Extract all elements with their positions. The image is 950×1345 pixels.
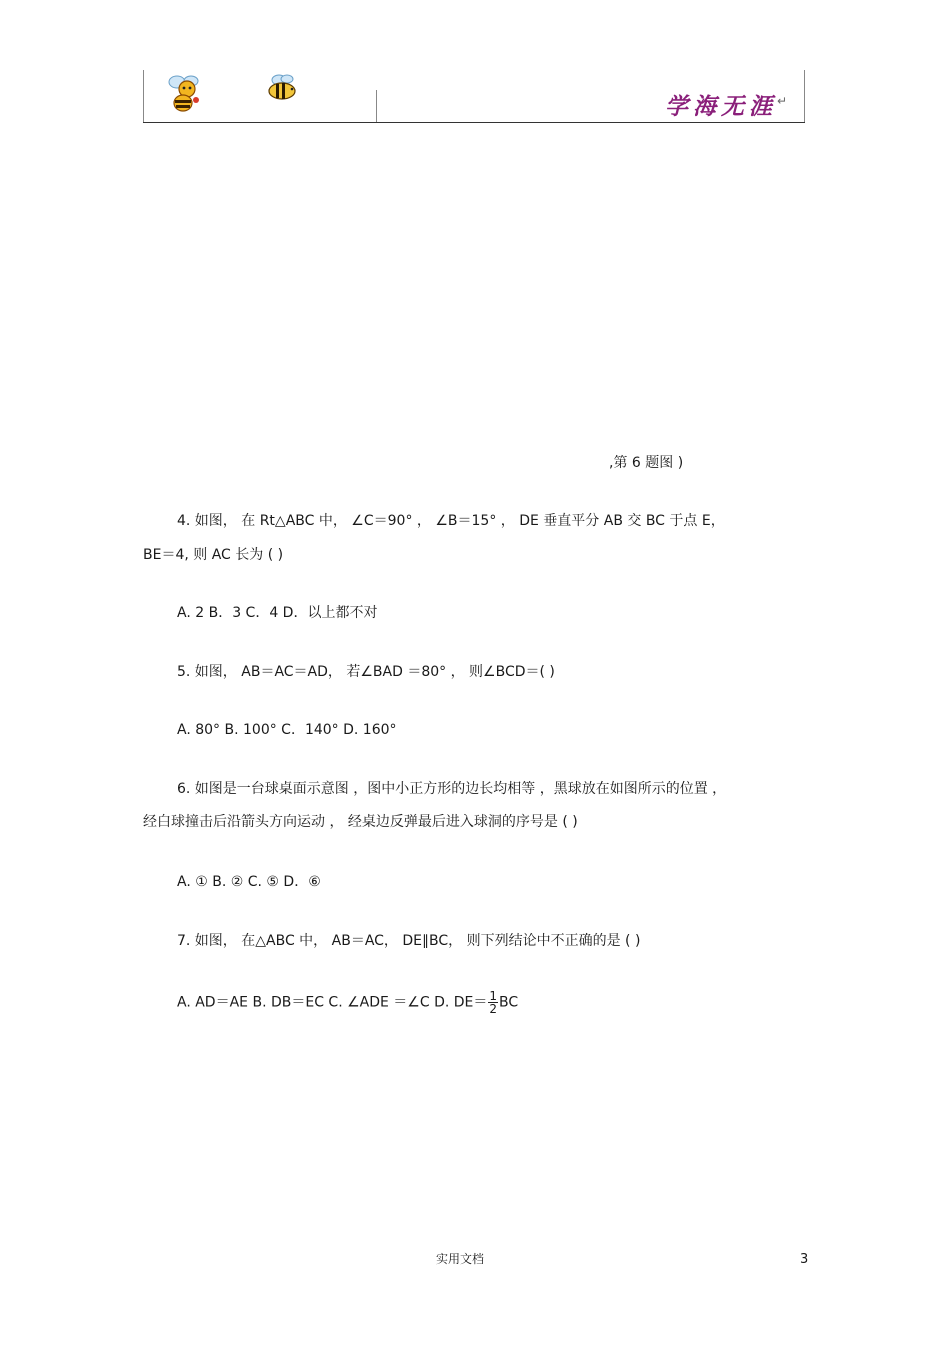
page-header	[143, 70, 805, 123]
question-4-line-2: BE＝4, 则 AC 长为 ( )	[143, 547, 284, 563]
question-5-line-1: 5. 如图， AB＝AC＝AD， 若∠BAD ＝80° ， 则∠BCD＝( )	[177, 664, 555, 680]
fraction-one-half	[488, 990, 498, 1015]
question-7-options-prefix: A. AD＝AE B. DB＝EC C. ∠ADE ＝∠C D. DE＝	[177, 994, 488, 1011]
cartoon-bee-icon	[163, 72, 207, 116]
header-divider-left	[143, 70, 144, 122]
figure-caption: ,第 6 题图 )	[609, 455, 684, 471]
question-6-line-1: 6. 如图是一台球桌面示意图 ，图中小正方形的边长均相等 ，黑球放在如图所示的位置 ，	[177, 781, 727, 797]
header-divider-middle	[376, 90, 377, 122]
question-7-options-suffix: BC	[499, 994, 519, 1011]
fraction-numerator: 1	[489, 989, 498, 1003]
small-bee-icon	[263, 74, 301, 104]
header-motto: 学海无涯	[665, 93, 777, 120]
question-6-line-2: 经白球撞击后沿箭头方向运动 ， 经桌边反弹最后进入球洞的序号是 ( )	[143, 814, 578, 830]
fraction-denominator: 2	[489, 1002, 498, 1016]
question-4-options: A. 2 B．3 C．4 D．以上都不对	[177, 605, 378, 621]
page-number: 3	[800, 1252, 809, 1267]
question-7-options	[177, 990, 518, 1015]
question-7-line-1: 7. 如图， 在△ABC 中， AB＝AC， DE∥BC， 则下列结论中不正确的是 ( )	[177, 933, 641, 949]
paragraph-mark: ↵	[776, 94, 787, 108]
header-divider-right	[804, 70, 805, 122]
question-6-options: A. ① B. ② C. ⑤ D．⑥	[177, 874, 321, 890]
question-4-line-1: 4. 如图， 在 Rt△ABC 中， ∠C＝90° ， ∠B＝15° ， DE 垂直平分 AB 交 BC 于点 E，	[177, 513, 725, 529]
footer-label: 实用文档	[436, 1252, 485, 1266]
question-5-options: A. 80° B. 100° C．140° D. 160°	[177, 722, 397, 738]
